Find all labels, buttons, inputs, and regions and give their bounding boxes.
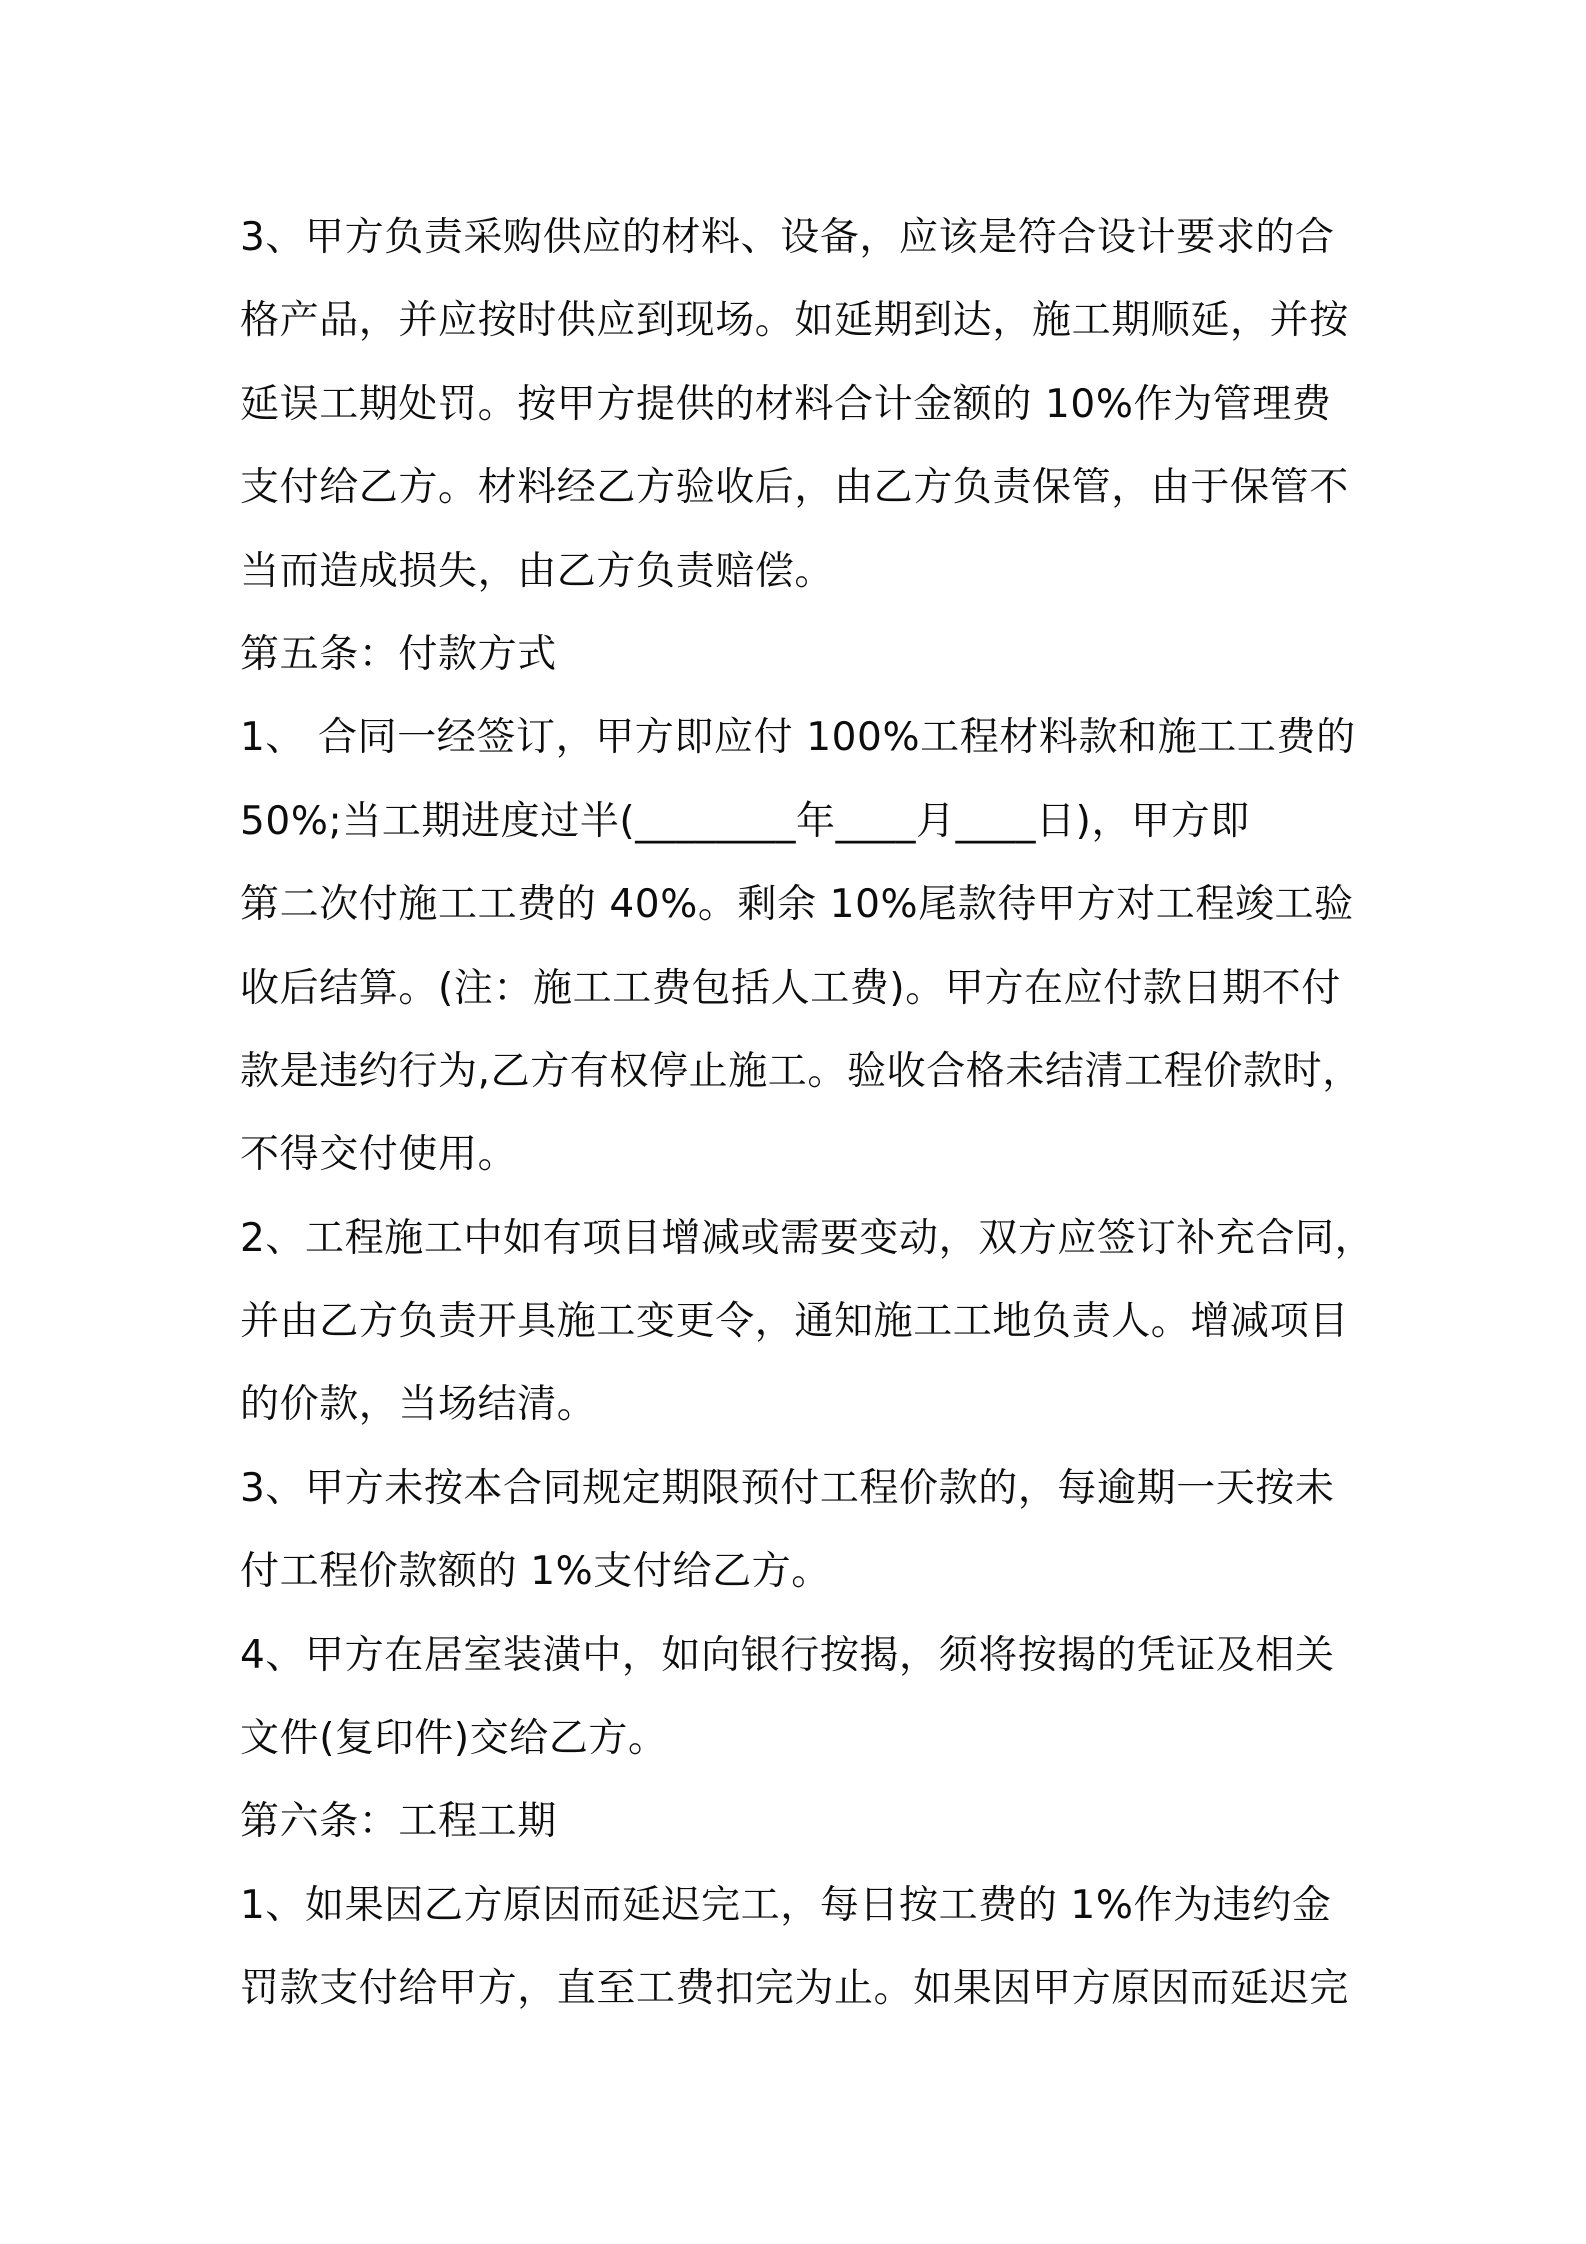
paragraph-line: 3、甲方负责采购供应的材料、设备，应该是符合设计要求的合 <box>240 215 1335 260</box>
paragraph-line: 1、如果因乙方原因而延迟完工，每日按工费的 1%作为违约金 <box>240 1882 1332 1928</box>
paragraph-line: 格产品，并应按时供应到现场。如延期到达，施工期顺延，并按 <box>240 298 1349 344</box>
paragraph-line: 当而造成损失，由乙方负责赔偿。 <box>240 548 835 594</box>
paragraph-line: 第二次付施工工费的 40%。剩余 10%尾款待甲方对工程竣工验 <box>240 882 1354 928</box>
paragraph-line: 50%;当工期进度过半(________年____月____日)，甲方即 <box>240 798 1250 844</box>
paragraph-line: 支付给乙方。材料经乙方验收后，由乙方负责保管，由于保管不 <box>240 465 1349 511</box>
paragraph-line: 不得交付使用。 <box>240 1132 518 1178</box>
paragraph-line: 1、 合同一经签订，甲方即应付 100%工程材料款和施工工费的 <box>240 715 1356 761</box>
paragraph-line: 付工程价款额的 1%支付给乙方。 <box>240 1549 831 1595</box>
section-heading: 第五条：付款方式 <box>240 631 557 677</box>
paragraph-line: 收后结算。(注：施工工费包括人工费)。甲方在应付款日期不付 <box>240 965 1341 1011</box>
paragraph-line: 文件(复印件)交给乙方。 <box>240 1716 668 1762</box>
paragraph-line: 3、甲方未按本合同规定期限预付工程价款的，每逾期一天按未 <box>240 1465 1335 1511</box>
paragraph-line: 4、甲方在居室装潢中，如向银行按揭，须将按揭的凭证及相关 <box>240 1632 1335 1678</box>
paragraph-line: 并由乙方负责开具施工变更令，通知施工工地负责人。增减项目 <box>240 1299 1349 1345</box>
document-body <box>240 196 1380 2031</box>
paragraph-line: 2、工程施工中如有项目增减或需要变动，双方应签订补充合同， <box>240 1215 1375 1261</box>
paragraph-line: 罚款支付给甲方，直至工费扣完为止。如果因甲方原因而延迟完 <box>240 1966 1349 2012</box>
paragraph-line: 款是违约行为,乙方有权停止施工。验收合格未结清工程价款时， <box>240 1048 1362 1094</box>
section-heading: 第六条：工程工期 <box>240 1799 557 1845</box>
paragraph-line: 的价款，当场结清。 <box>240 1382 597 1428</box>
paragraph-line: 延误工期处罚。按甲方提供的材料合计金额的 10%作为管理费 <box>240 381 1332 427</box>
